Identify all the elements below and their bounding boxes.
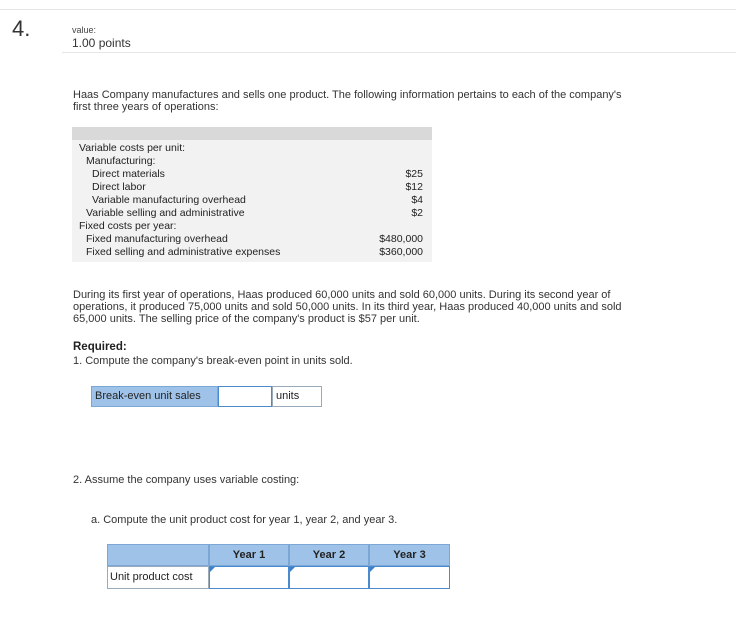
cost-row-value: $12 (405, 181, 423, 193)
cost-row-label: Fixed selling and administrative expenses (86, 246, 281, 258)
requirement-2: 2. Assume the company uses variable costing: (73, 474, 300, 486)
input-marker-icon (210, 567, 215, 572)
value-label: value: (72, 25, 97, 35)
upc-header-year-3: Year 3 (369, 544, 450, 566)
upc-header-year-2: Year 2 (289, 544, 369, 566)
cost-row-value: $360,000 (379, 246, 423, 258)
upc-header-year-1: Year 1 (209, 544, 289, 566)
upc-row-label: Unit product cost (107, 566, 209, 589)
cost-row-label: Direct labor (92, 181, 146, 193)
break-even-input[interactable] (218, 386, 272, 407)
requirement-1: 1. Compute the company's break-even point in units sold. (73, 355, 353, 367)
break-even-units: units (272, 386, 322, 407)
cost-table (72, 127, 432, 262)
cost-row-label: Variable manufacturing overhead (92, 194, 246, 206)
cost-row-value: $25 (405, 168, 423, 180)
input-marker-icon (370, 567, 375, 572)
top-divider (0, 9, 736, 10)
upc-input-year-3[interactable] (369, 566, 450, 589)
cost-row-value: $2 (411, 207, 423, 219)
upc-input-year-2[interactable] (289, 566, 369, 589)
requirement-2a: a. Compute the unit product cost for year 1, year 2, and year 3. (91, 514, 398, 526)
cost-row-value: $480,000 (379, 233, 423, 245)
cost-row-label: Variable selling and administrative (86, 207, 245, 219)
header-divider (62, 52, 736, 53)
cost-table-header (72, 127, 432, 140)
points-value: 1.00 points (72, 36, 131, 50)
cost-row-label: Fixed costs per year: (79, 220, 177, 232)
input-marker-icon (290, 567, 295, 572)
break-even-label: Break-even unit sales (91, 386, 218, 407)
unit-product-cost-table (107, 544, 450, 589)
cost-row-label: Manufacturing: (86, 155, 156, 167)
question-number: 4. (12, 16, 31, 41)
required-heading: Required: (73, 341, 127, 353)
cost-row-label: Fixed manufacturing overhead (86, 233, 228, 245)
intro-paragraph: Haas Company manufactures and sells one product. The following information pertains to each of the company's first three years of operations: (73, 89, 622, 113)
cost-row-value: $4 (411, 194, 423, 206)
upc-header-blank (107, 544, 209, 566)
cost-row-label: Variable costs per unit: (79, 142, 186, 154)
operations-paragraph: During its first year of operations, Haas produced 60,000 units and sold 60,000 units. During its second year of operations, it produced 75,000 units and sold 50,000 units. In its third year, Haas produced 40,000 units and sold 65,000 units. The selling price of the company's product is $57 per unit. (73, 289, 622, 325)
cost-row-label: Direct materials (92, 168, 165, 180)
upc-input-year-1[interactable] (209, 566, 289, 589)
